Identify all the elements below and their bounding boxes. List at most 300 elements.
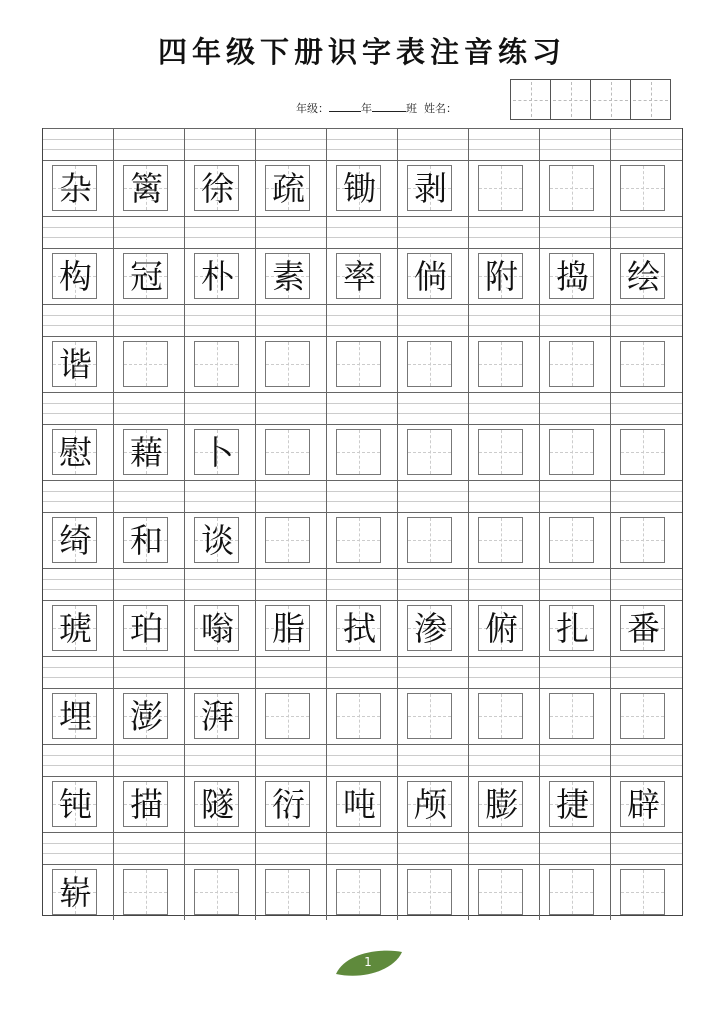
character-cell bbox=[185, 600, 256, 656]
character: 篱 bbox=[130, 169, 163, 208]
tianzige-box bbox=[194, 693, 239, 739]
character-cell[interactable] bbox=[469, 336, 540, 392]
tianzige-box bbox=[620, 341, 665, 387]
tianzige-box bbox=[407, 869, 452, 915]
tianzige-box bbox=[549, 165, 594, 211]
pinyin-cell[interactable] bbox=[114, 480, 185, 512]
tianzige-box bbox=[194, 517, 239, 563]
tianzige-box bbox=[478, 165, 523, 211]
tianzige-box bbox=[194, 781, 239, 827]
tianzige-box bbox=[336, 605, 381, 651]
grade-label: 年级： bbox=[296, 102, 329, 115]
character-cell bbox=[540, 776, 611, 832]
tianzige-box bbox=[407, 693, 452, 739]
pinyin-cell[interactable] bbox=[114, 216, 185, 248]
character-cell[interactable] bbox=[611, 160, 682, 216]
pinyin-row bbox=[43, 216, 682, 248]
character-cell[interactable] bbox=[611, 512, 682, 568]
pinyin-row bbox=[43, 744, 682, 776]
name-boxes bbox=[510, 79, 671, 120]
character bbox=[124, 342, 169, 388]
tianzige-box bbox=[549, 605, 594, 651]
pinyin-cell[interactable] bbox=[469, 568, 540, 600]
tianzige-box bbox=[52, 869, 97, 915]
character-cell[interactable] bbox=[611, 336, 682, 392]
class-blank[interactable] bbox=[372, 101, 406, 112]
character-row bbox=[43, 688, 682, 744]
tianzige-box bbox=[52, 781, 97, 827]
character-cell[interactable] bbox=[185, 864, 256, 920]
tianzige-box bbox=[336, 429, 381, 475]
pinyin-cell[interactable] bbox=[256, 744, 327, 776]
character: 衍 bbox=[272, 785, 305, 824]
character bbox=[266, 518, 311, 564]
pinyin-cell[interactable] bbox=[469, 832, 540, 864]
tianzige-box bbox=[194, 341, 239, 387]
pinyin-cell[interactable] bbox=[611, 832, 682, 864]
character: 附 bbox=[485, 257, 518, 296]
pinyin-cell[interactable] bbox=[185, 568, 256, 600]
tianzige-box bbox=[336, 253, 381, 299]
tianzige-box bbox=[52, 341, 97, 387]
character: 绘 bbox=[627, 257, 660, 296]
character bbox=[550, 430, 595, 476]
character-cell[interactable] bbox=[469, 688, 540, 744]
character-cell[interactable] bbox=[398, 512, 469, 568]
character: 描 bbox=[130, 785, 163, 824]
tianzige-box bbox=[194, 605, 239, 651]
pinyin-cell[interactable] bbox=[398, 832, 469, 864]
character: 和 bbox=[130, 521, 163, 560]
character-cell[interactable] bbox=[469, 864, 540, 920]
pinyin-cell[interactable] bbox=[327, 568, 398, 600]
character bbox=[550, 166, 595, 212]
tianzige-box bbox=[478, 693, 523, 739]
character-cell bbox=[114, 688, 185, 744]
tianzige-box bbox=[549, 693, 594, 739]
pinyin-cell[interactable] bbox=[114, 656, 185, 688]
tianzige-box bbox=[478, 781, 523, 827]
character bbox=[621, 342, 666, 388]
tianzige-box bbox=[123, 781, 168, 827]
character-cell bbox=[398, 160, 469, 216]
name-box[interactable] bbox=[510, 79, 551, 120]
tianzige-box bbox=[265, 869, 310, 915]
pinyin-row bbox=[43, 480, 682, 512]
pinyin-cell[interactable] bbox=[185, 744, 256, 776]
character: 冠 bbox=[130, 257, 163, 296]
character: 湃 bbox=[201, 697, 234, 736]
character-cell[interactable] bbox=[469, 424, 540, 480]
pinyin-cell[interactable] bbox=[469, 128, 540, 160]
character: 钝 bbox=[59, 785, 92, 824]
tianzige-box bbox=[407, 517, 452, 563]
character: 疏 bbox=[272, 169, 305, 208]
character bbox=[266, 694, 311, 740]
tianzige-box bbox=[265, 253, 310, 299]
character-cell bbox=[327, 600, 398, 656]
character-cell[interactable] bbox=[327, 512, 398, 568]
character bbox=[621, 694, 666, 740]
character-cell[interactable] bbox=[256, 424, 327, 480]
character: 徐 bbox=[201, 169, 234, 208]
pinyin-cell[interactable] bbox=[540, 392, 611, 424]
character bbox=[195, 870, 240, 916]
character: 膨 bbox=[485, 785, 518, 824]
tianzige-box bbox=[336, 781, 381, 827]
pinyin-cell[interactable] bbox=[540, 744, 611, 776]
pinyin-cell[interactable] bbox=[540, 216, 611, 248]
tianzige-box bbox=[265, 781, 310, 827]
pinyin-cell[interactable] bbox=[185, 656, 256, 688]
pinyin-cell[interactable] bbox=[611, 744, 682, 776]
character-cell bbox=[327, 160, 398, 216]
pinyin-cell[interactable] bbox=[43, 656, 114, 688]
character: 颅 bbox=[414, 785, 447, 824]
character-row bbox=[43, 512, 682, 568]
page-title: 四年级下册识字表注音练习 bbox=[157, 35, 566, 69]
pinyin-cell[interactable] bbox=[185, 128, 256, 160]
pinyin-cell[interactable] bbox=[114, 832, 185, 864]
pinyin-cell[interactable] bbox=[398, 128, 469, 160]
pinyin-cell[interactable] bbox=[327, 304, 398, 336]
character: 锄 bbox=[343, 169, 376, 208]
character-cell[interactable] bbox=[398, 424, 469, 480]
character-cell bbox=[185, 776, 256, 832]
character bbox=[621, 870, 666, 916]
tianzige-box bbox=[549, 781, 594, 827]
pinyin-row bbox=[43, 656, 682, 688]
name-box[interactable] bbox=[630, 79, 671, 120]
character-cell[interactable] bbox=[469, 512, 540, 568]
pinyin-cell[interactable] bbox=[43, 128, 114, 160]
tianzige-box bbox=[478, 341, 523, 387]
pinyin-cell[interactable] bbox=[540, 128, 611, 160]
tianzige-box bbox=[123, 253, 168, 299]
character: 埋 bbox=[59, 697, 92, 736]
pinyin-cell[interactable] bbox=[185, 832, 256, 864]
character bbox=[479, 870, 524, 916]
pinyin-cell[interactable] bbox=[398, 480, 469, 512]
character-cell bbox=[43, 160, 114, 216]
pinyin-cell[interactable] bbox=[327, 656, 398, 688]
tianzige-box bbox=[549, 341, 594, 387]
character-cell bbox=[185, 688, 256, 744]
pinyin-cell[interactable] bbox=[327, 392, 398, 424]
character-cell[interactable] bbox=[114, 864, 185, 920]
tianzige-box bbox=[52, 253, 97, 299]
character-cell bbox=[114, 424, 185, 480]
name-box[interactable] bbox=[590, 79, 631, 120]
pinyin-cell[interactable] bbox=[185, 216, 256, 248]
pinyin-cell[interactable] bbox=[43, 744, 114, 776]
character-cell bbox=[256, 248, 327, 304]
character bbox=[195, 342, 240, 388]
character-row bbox=[43, 600, 682, 656]
pinyin-row bbox=[43, 128, 682, 160]
tianzige-box bbox=[194, 869, 239, 915]
character-cell[interactable] bbox=[611, 688, 682, 744]
character-cell[interactable] bbox=[256, 688, 327, 744]
character-cell bbox=[185, 424, 256, 480]
pinyin-cell[interactable] bbox=[611, 656, 682, 688]
tianzige-box bbox=[549, 429, 594, 475]
tianzige-box bbox=[336, 517, 381, 563]
character: 构 bbox=[59, 257, 92, 296]
pinyin-cell[interactable] bbox=[185, 392, 256, 424]
character-cell bbox=[327, 776, 398, 832]
year-label: 年 bbox=[361, 102, 372, 115]
tianzige-box bbox=[265, 693, 310, 739]
character: 番 bbox=[627, 609, 660, 648]
character-cell[interactable] bbox=[398, 688, 469, 744]
character-row bbox=[43, 776, 682, 832]
pinyin-cell[interactable] bbox=[43, 392, 114, 424]
pinyin-cell[interactable] bbox=[398, 216, 469, 248]
pinyin-cell[interactable] bbox=[43, 304, 114, 336]
character-cell[interactable] bbox=[256, 336, 327, 392]
pinyin-cell[interactable] bbox=[43, 480, 114, 512]
pinyin-cell[interactable] bbox=[540, 832, 611, 864]
character: 琥 bbox=[59, 609, 92, 648]
character-cell[interactable] bbox=[185, 336, 256, 392]
pinyin-cell[interactable] bbox=[611, 392, 682, 424]
pinyin-cell[interactable] bbox=[398, 304, 469, 336]
tianzige-box bbox=[620, 869, 665, 915]
pinyin-row bbox=[43, 832, 682, 864]
pinyin-cell[interactable] bbox=[256, 568, 327, 600]
character-row bbox=[43, 864, 682, 920]
character-cell bbox=[540, 600, 611, 656]
tianzige-box bbox=[123, 341, 168, 387]
pinyin-cell[interactable] bbox=[256, 304, 327, 336]
pinyin-cell[interactable] bbox=[469, 392, 540, 424]
character-row bbox=[43, 424, 682, 480]
pinyin-cell[interactable] bbox=[469, 480, 540, 512]
character-cell[interactable] bbox=[540, 688, 611, 744]
pinyin-cell[interactable] bbox=[185, 480, 256, 512]
pinyin-cell[interactable] bbox=[114, 304, 185, 336]
character bbox=[266, 870, 311, 916]
character-cell bbox=[469, 600, 540, 656]
class-label: 班 bbox=[406, 102, 417, 115]
pinyin-cell[interactable] bbox=[43, 568, 114, 600]
character: 绮 bbox=[59, 521, 92, 560]
character bbox=[337, 430, 382, 476]
character-cell bbox=[398, 248, 469, 304]
character-cell bbox=[611, 248, 682, 304]
tianzige-box bbox=[407, 781, 452, 827]
character bbox=[408, 342, 453, 388]
character bbox=[124, 870, 169, 916]
tianzige-box bbox=[265, 605, 310, 651]
character: 藉 bbox=[130, 433, 163, 472]
tianzige-box bbox=[336, 341, 381, 387]
character-cell[interactable] bbox=[611, 864, 682, 920]
character: 脂 bbox=[272, 609, 305, 648]
character-cell[interactable] bbox=[398, 864, 469, 920]
character bbox=[479, 430, 524, 476]
character-row bbox=[43, 336, 682, 392]
tianzige-box bbox=[265, 429, 310, 475]
character: 杂 bbox=[59, 169, 92, 208]
tianzige-box bbox=[478, 605, 523, 651]
tianzige-box bbox=[52, 429, 97, 475]
character: 剥 bbox=[414, 169, 447, 208]
tianzige-box bbox=[620, 781, 665, 827]
pinyin-cell[interactable] bbox=[398, 656, 469, 688]
tianzige-box bbox=[336, 693, 381, 739]
pinyin-cell[interactable] bbox=[43, 216, 114, 248]
grade-blank[interactable] bbox=[329, 101, 361, 112]
character-cell bbox=[114, 248, 185, 304]
pinyin-cell[interactable] bbox=[256, 128, 327, 160]
pinyin-cell[interactable] bbox=[256, 480, 327, 512]
character-cell bbox=[398, 600, 469, 656]
character: 率 bbox=[343, 257, 376, 296]
character-cell bbox=[256, 776, 327, 832]
character-cell[interactable] bbox=[540, 424, 611, 480]
pinyin-cell[interactable] bbox=[540, 656, 611, 688]
pinyin-cell[interactable] bbox=[469, 304, 540, 336]
tianzige-box bbox=[407, 253, 452, 299]
character: 慰 bbox=[59, 433, 92, 472]
character-cell bbox=[114, 776, 185, 832]
character bbox=[266, 430, 311, 476]
character-cell bbox=[114, 600, 185, 656]
tianzige-box bbox=[407, 429, 452, 475]
tianzige-box bbox=[336, 869, 381, 915]
pinyin-cell[interactable] bbox=[611, 480, 682, 512]
tianzige-box bbox=[123, 869, 168, 915]
pinyin-cell[interactable] bbox=[114, 392, 185, 424]
character-cell[interactable] bbox=[114, 336, 185, 392]
tianzige-box bbox=[123, 517, 168, 563]
tianzige-box bbox=[265, 341, 310, 387]
character-cell bbox=[185, 248, 256, 304]
tianzige-box bbox=[194, 253, 239, 299]
pinyin-cell[interactable] bbox=[540, 568, 611, 600]
tianzige-box bbox=[52, 693, 97, 739]
tianzige-box bbox=[549, 253, 594, 299]
pinyin-cell[interactable] bbox=[611, 568, 682, 600]
pinyin-cell[interactable] bbox=[327, 832, 398, 864]
character bbox=[550, 518, 595, 564]
tianzige-box bbox=[52, 605, 97, 651]
tianzige-box bbox=[478, 253, 523, 299]
character bbox=[408, 518, 453, 564]
character bbox=[621, 518, 666, 564]
pinyin-cell[interactable] bbox=[469, 744, 540, 776]
pinyin-cell[interactable] bbox=[469, 216, 540, 248]
character bbox=[479, 342, 524, 388]
pinyin-cell[interactable] bbox=[327, 480, 398, 512]
character-cell bbox=[43, 512, 114, 568]
tianzige-box bbox=[123, 605, 168, 651]
character: 素 bbox=[272, 257, 305, 296]
pinyin-cell[interactable] bbox=[256, 392, 327, 424]
character: 辟 bbox=[627, 785, 660, 824]
character-cell[interactable] bbox=[256, 512, 327, 568]
tianzige-box bbox=[620, 253, 665, 299]
character-cell bbox=[185, 512, 256, 568]
pinyin-cell[interactable] bbox=[114, 128, 185, 160]
character-cell[interactable] bbox=[611, 424, 682, 480]
character-cell[interactable] bbox=[256, 864, 327, 920]
student-info bbox=[296, 100, 457, 116]
character bbox=[550, 694, 595, 740]
character-cell[interactable] bbox=[327, 424, 398, 480]
pinyin-cell[interactable] bbox=[43, 832, 114, 864]
pinyin-cell[interactable] bbox=[540, 304, 611, 336]
character: 卜 bbox=[201, 433, 234, 472]
pinyin-cell[interactable] bbox=[114, 568, 185, 600]
tianzige-box bbox=[265, 517, 310, 563]
pinyin-cell[interactable] bbox=[114, 744, 185, 776]
pinyin-cell[interactable] bbox=[611, 216, 682, 248]
character: 俯 bbox=[485, 609, 518, 648]
tianzige-box bbox=[478, 517, 523, 563]
pinyin-cell[interactable] bbox=[469, 656, 540, 688]
pinyin-cell[interactable] bbox=[398, 744, 469, 776]
character-cell[interactable] bbox=[398, 336, 469, 392]
pinyin-row bbox=[43, 392, 682, 424]
pinyin-cell[interactable] bbox=[327, 744, 398, 776]
pinyin-cell[interactable] bbox=[398, 568, 469, 600]
pinyin-row bbox=[43, 568, 682, 600]
pinyin-cell[interactable] bbox=[327, 216, 398, 248]
character bbox=[408, 694, 453, 740]
pinyin-cell[interactable] bbox=[256, 656, 327, 688]
tianzige-box bbox=[265, 165, 310, 211]
tianzige-box bbox=[478, 869, 523, 915]
character-row bbox=[43, 160, 682, 216]
character-cell[interactable] bbox=[327, 864, 398, 920]
name-box[interactable] bbox=[550, 79, 591, 120]
character bbox=[337, 694, 382, 740]
character-cell bbox=[469, 776, 540, 832]
character: 扎 bbox=[556, 609, 589, 648]
tianzige-box bbox=[478, 429, 523, 475]
character-cell bbox=[43, 248, 114, 304]
character-cell[interactable] bbox=[327, 688, 398, 744]
pinyin-cell[interactable] bbox=[185, 304, 256, 336]
pinyin-cell[interactable] bbox=[256, 832, 327, 864]
character: 朴 bbox=[201, 257, 234, 296]
pinyin-cell[interactable] bbox=[611, 128, 682, 160]
character: 崭 bbox=[59, 873, 92, 912]
character-cell[interactable] bbox=[540, 336, 611, 392]
character-cell[interactable] bbox=[327, 336, 398, 392]
pinyin-cell[interactable] bbox=[327, 128, 398, 160]
character bbox=[408, 430, 453, 476]
pinyin-cell[interactable] bbox=[540, 480, 611, 512]
character-cell bbox=[398, 776, 469, 832]
character-cell[interactable] bbox=[540, 512, 611, 568]
character-cell[interactable] bbox=[469, 160, 540, 216]
character-cell[interactable] bbox=[540, 864, 611, 920]
pinyin-cell[interactable] bbox=[398, 392, 469, 424]
pinyin-cell[interactable] bbox=[256, 216, 327, 248]
tianzige-box bbox=[549, 869, 594, 915]
tianzige-box bbox=[620, 693, 665, 739]
tianzige-box bbox=[52, 165, 97, 211]
character-cell bbox=[43, 776, 114, 832]
tianzige-box bbox=[620, 165, 665, 211]
character-cell[interactable] bbox=[540, 160, 611, 216]
pinyin-cell[interactable] bbox=[611, 304, 682, 336]
name-label: 姓名： bbox=[424, 102, 457, 115]
